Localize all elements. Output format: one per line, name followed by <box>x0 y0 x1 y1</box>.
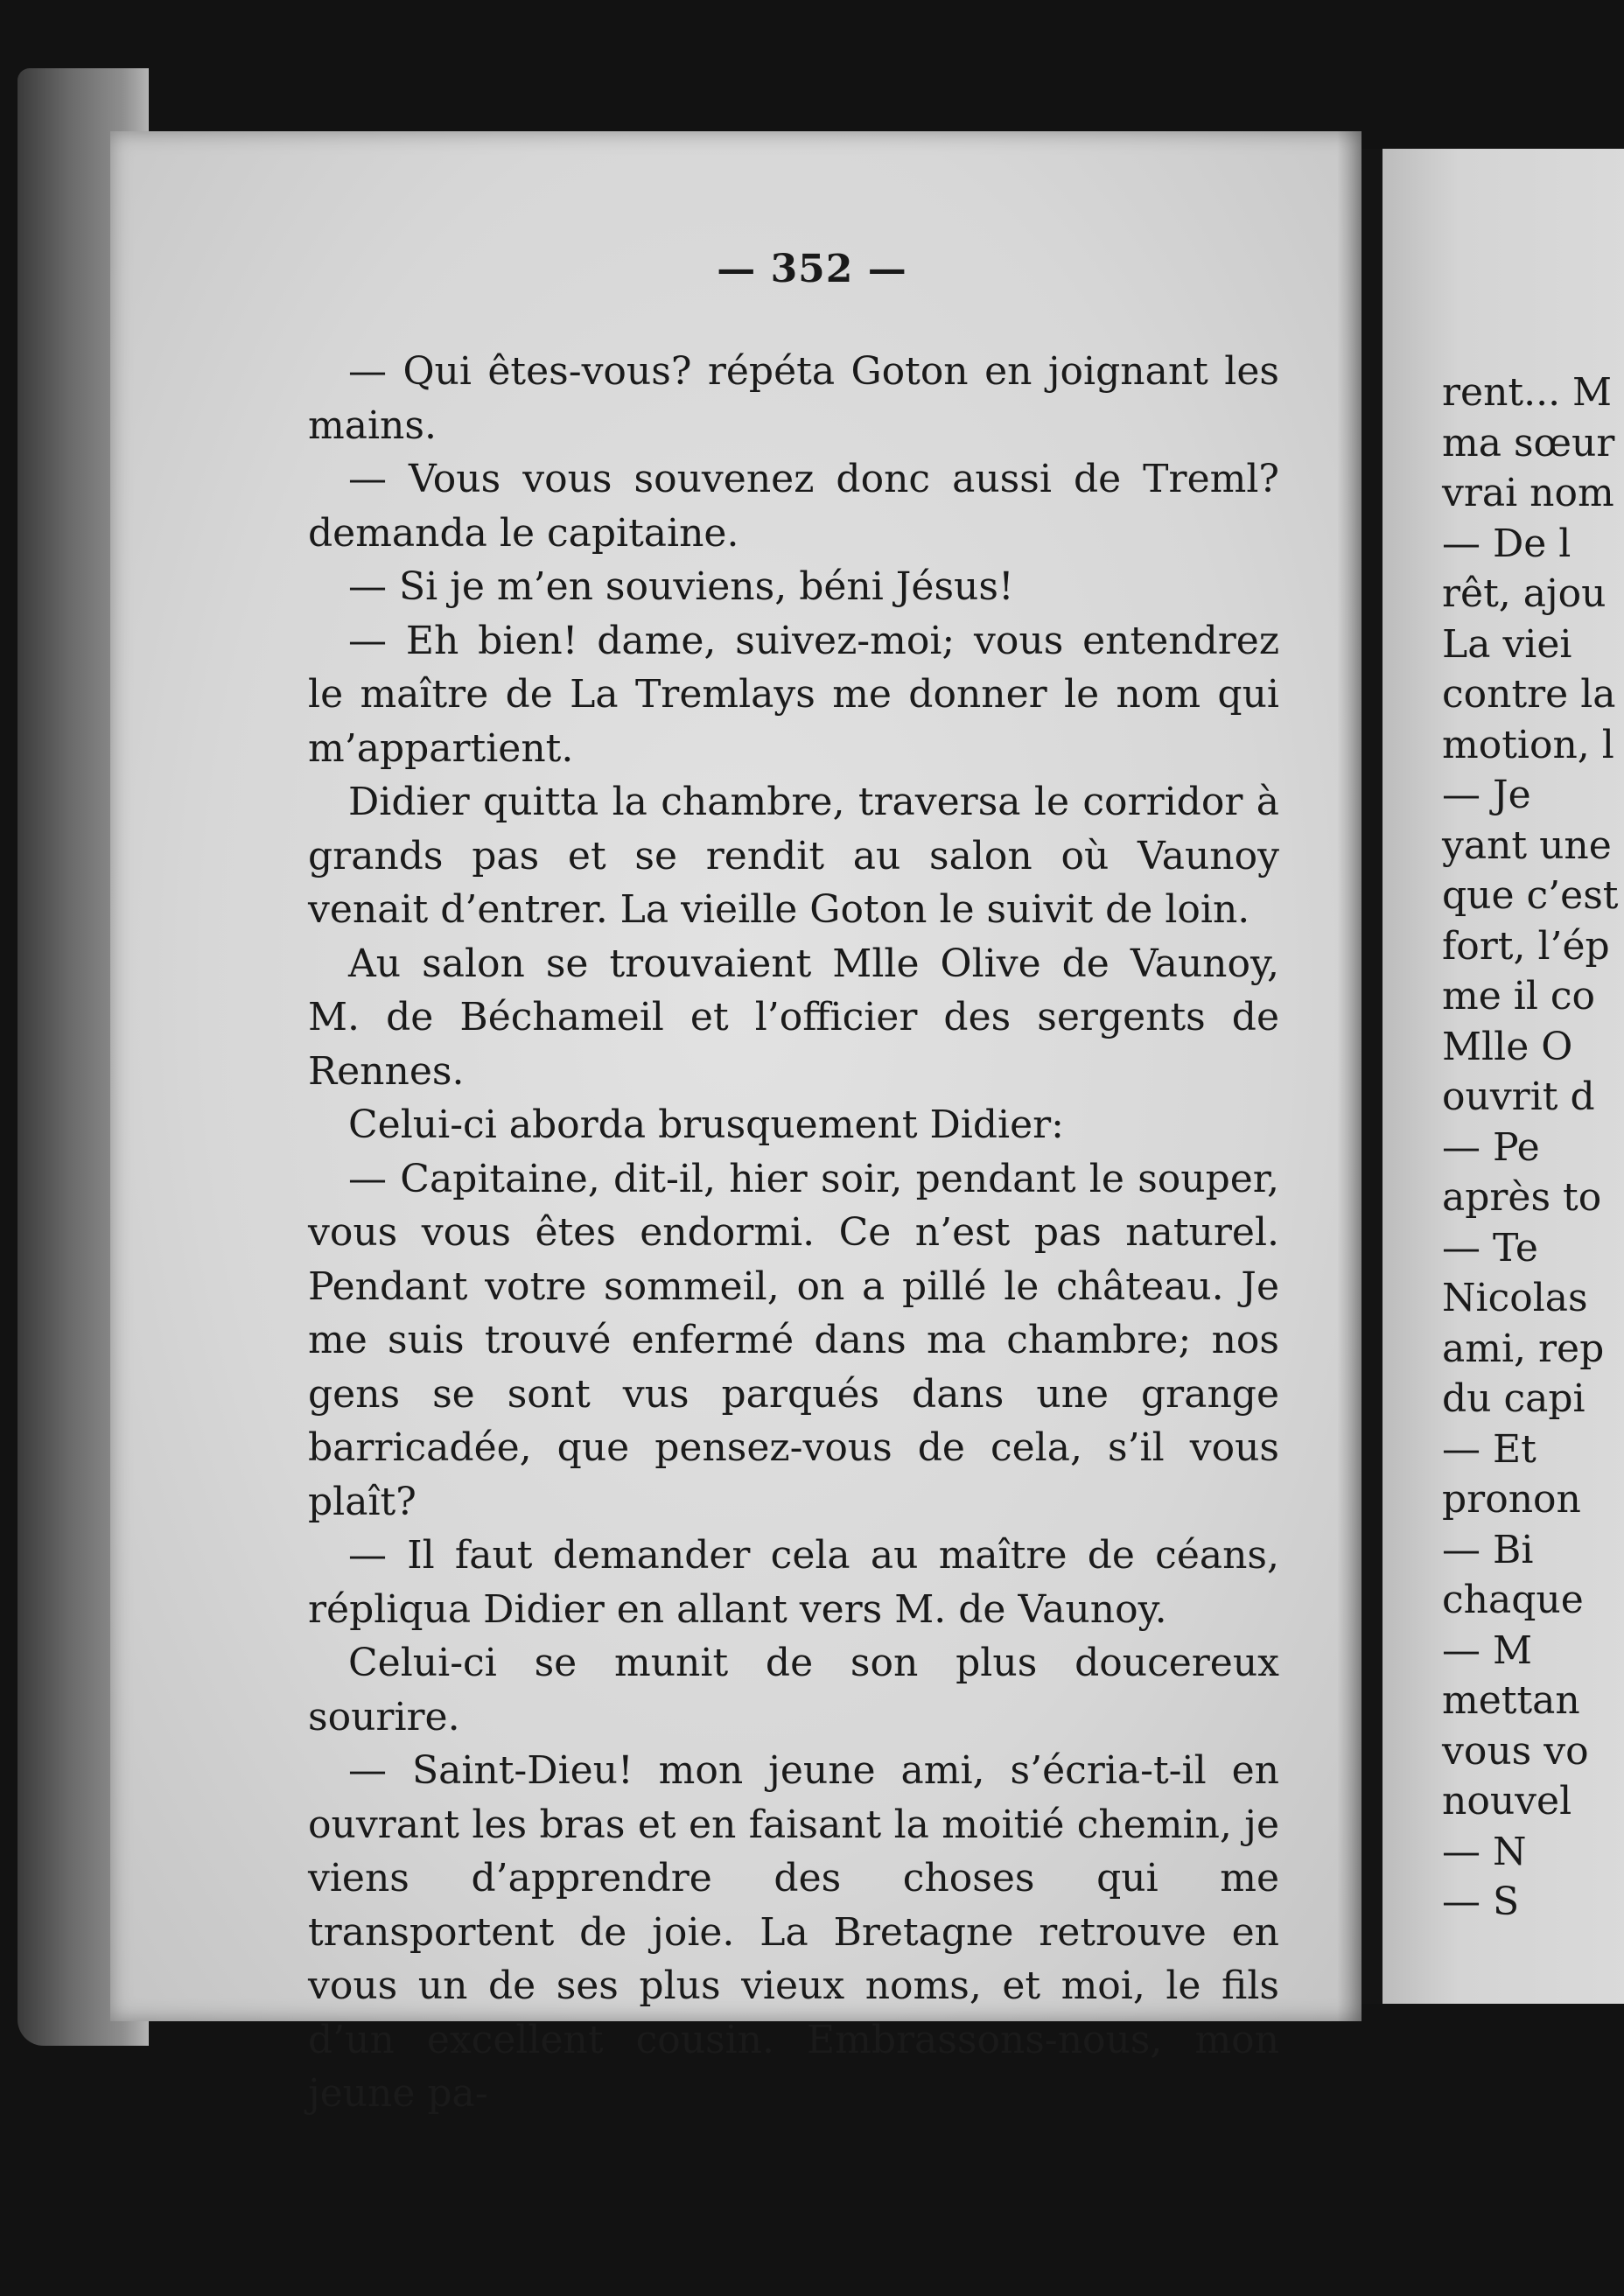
page-number: — 352 — <box>717 247 907 291</box>
right-page-line: fort, l’ép <box>1442 923 1610 969</box>
right-page-line: — M <box>1442 1628 1533 1673</box>
left-page-text <box>308 345 1279 2121</box>
right-page-line: — Bi <box>1442 1527 1534 1572</box>
paragraph: — Eh bien! dame, suivez-moi; vous entendrez le maître de La Tremlays me donner le nom qui m’appartient. <box>308 618 1279 771</box>
right-page-line: ma sœur <box>1442 420 1615 466</box>
right-page-line: mettan <box>1442 1678 1580 1723</box>
paragraph: Celui-ci se munit de son plus doucereux sourire. <box>308 1641 1279 1740</box>
right-page-line: après to <box>1442 1175 1602 1220</box>
right-page-line: — Te <box>1442 1225 1538 1270</box>
right-page-line: — Je <box>1442 773 1531 817</box>
right-page-line: — Pe <box>1442 1124 1540 1170</box>
right-page-line: — N <box>1442 1829 1527 1874</box>
right-page-line: pronon <box>1442 1477 1581 1522</box>
paragraph: Didier quitta la chambre, traversa le corridor à grands pas et se rendit au salon où Vaunoy venait d’entrer. La vieille Goton le suivit de loin. <box>308 780 1279 932</box>
paragraph: Celui-ci aborda brusquement Didier: <box>348 1102 1064 1147</box>
right-page-line: vrai nom <box>1442 471 1614 515</box>
right-page-line: rêt, ajou <box>1442 571 1606 616</box>
right-page-line: yant une <box>1442 822 1612 868</box>
book-gutter <box>1362 149 1382 2004</box>
right-page-line: chaque <box>1442 1578 1584 1622</box>
right-page-line: nouvel <box>1442 1779 1572 1824</box>
paragraph: — Saint-Dieu! mon jeune ami, s’écria-t-il en ouvrant les bras et en faisant la moitié chemin, je viens d’apprendre des choses qui me transportent de joie. La Bretagne retrouve en vous un de ses plus vieux noms, et moi, le fils d’un excellent cousin. Embrassons-nous, mon jeune pa- <box>308 1748 1279 2116</box>
right-page-line: — Et <box>1442 1426 1536 1472</box>
right-page-line: Nicolas <box>1442 1276 1588 1320</box>
paragraph: — Vous vous souvenez donc aussi de Treml? demanda le capitaine. <box>308 457 1279 556</box>
paragraph: — Si je m’en souviens, béni Jésus! <box>348 564 1014 609</box>
right-page-line: que c’est <box>1442 873 1619 918</box>
paragraph: — Qui êtes-vous? répéta Goton en joignant les mains. <box>308 349 1279 448</box>
right-page-line: ami, rep <box>1442 1326 1605 1371</box>
paragraph: — Capitaine, dit-il, hier soir, pendant le souper, vous vous êtes endormi. Ce n’est pas naturel. Pendant votre sommeil, on a pillé le château. Je me suis trouvé enfermé dans ma chambre; nos gens se sont vus parqués dans une grange barricadée, que pensez-vous de cela, s’il vous plaît? <box>308 1156 1279 1524</box>
right-page-line: contre la <box>1442 672 1616 717</box>
paragraph: — Il faut demander cela au maître de céans, répliqua Didier en allant vers M. de Vaunoy. <box>308 1533 1279 1632</box>
right-page-line: La viei <box>1442 621 1572 667</box>
right-page-line: me il co <box>1442 974 1596 1018</box>
right-page-line: ouvrit d <box>1442 1074 1595 1119</box>
right-page-line: — S <box>1442 1880 1520 1924</box>
right-page-line: rent... M <box>1442 370 1613 415</box>
right-page-line: du capi <box>1442 1376 1586 1421</box>
paragraph: Au salon se trouvaient Mlle Olive de Vaunoy, M. de Béchameil et l’officier des sergents de Rennes. <box>308 941 1279 1094</box>
right-page-line: — De l <box>1442 521 1572 566</box>
right-page-text <box>1442 368 1624 1928</box>
right-page-line: Mlle O <box>1442 1024 1573 1069</box>
right-page-line: motion, l <box>1442 722 1614 767</box>
right-page-line: vous vo <box>1442 1728 1589 1774</box>
